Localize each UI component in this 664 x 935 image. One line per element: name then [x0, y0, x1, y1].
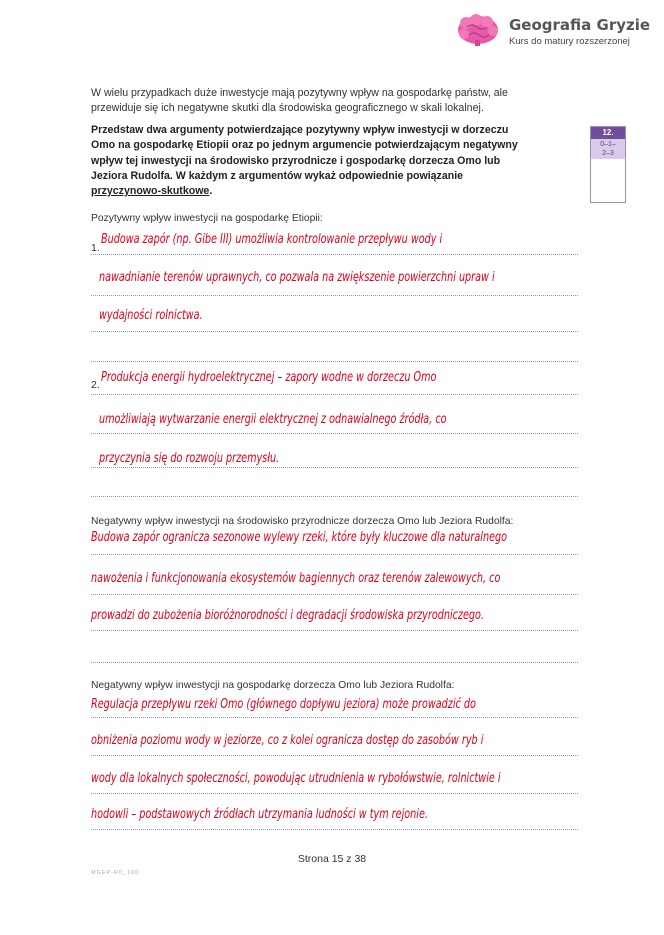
- answer-rule: [91, 554, 578, 555]
- task-line: wpływ tej inwestycji na środowisko przyrodnicze i gospodarkę dorzecza Omo lub: [91, 154, 501, 167]
- answer-line: nawadnianie terenów uprawnych, co pozwala na zwiększenie powierzchni upraw i: [99, 270, 495, 285]
- answer-rule: [91, 829, 578, 830]
- points-scale: [591, 139, 625, 159]
- points-line: 2–3: [602, 150, 614, 157]
- answer-rule: [91, 361, 578, 362]
- answer-rule: [91, 394, 578, 395]
- answer-rule: [91, 717, 578, 718]
- env-negative-section-label: Negatywny wpływ inwestycji na środowisko przyrodnicze dorzecza Omo lub Jeziora Rudolfa:: [91, 516, 514, 527]
- answer-line: Budowa zapór (np. Gibe III) umożliwia kontrolowanie przepływu wody i: [101, 232, 443, 247]
- answer-rule: [91, 295, 578, 296]
- answer-line: przyczynia się do rozwoju przemysłu.: [99, 451, 280, 466]
- exam-code: MGEP-R0_100: [91, 870, 140, 876]
- task-instruction: [91, 123, 581, 199]
- brain-icon: [455, 13, 501, 47]
- task-line-end: .: [209, 185, 213, 198]
- answer-rule: [91, 594, 578, 595]
- answer-line: prowadzi do zubożenia bioróżnorodności i degradacji środowiska przyrodniczego.: [91, 608, 485, 623]
- score-box: [590, 126, 626, 203]
- logo-subtitle: Kurs do matury rozszerzonej: [509, 36, 630, 47]
- answer-line: wydajności rolnictwa.: [99, 308, 203, 323]
- task-line: Przedstaw dwa argumenty potwierdzające pozytywny wpływ inwestycji w dorzeczu: [91, 124, 509, 136]
- answer-line: obniżenia poziomu wody w jeziorze, co z kolei ogranicza dostęp do zasobów ryb i: [91, 733, 484, 748]
- answer-line: umożliwiają wytwarzanie energii elektrycznej z odnawialnego źródła, co: [99, 412, 447, 427]
- answer-rule: [91, 254, 578, 255]
- answer-line: hodowli – podstawowych źródłach utrzymania ludności w tym rejonie.: [91, 807, 428, 822]
- answer-rule: [91, 630, 578, 631]
- item-number: 2.: [91, 379, 100, 391]
- answer-rule: [91, 331, 578, 332]
- brand-logo: [455, 13, 655, 53]
- answer-rule: [91, 755, 578, 756]
- intro-line: przewiduje się ich negatywne skutki dla środowiska geograficznego w skali lokalnej.: [91, 102, 484, 114]
- points-line: 0–1–: [600, 141, 616, 148]
- task-line: Omo na gospodarkę Etiopii oraz po jednym argumencie potwierdzającym negatywny: [91, 139, 518, 152]
- intro-line: W wielu przypadkach duże inwestycje mają pozytywny wpływ na gospodarkę państw, ale: [91, 87, 508, 99]
- answer-line: Budowa zapór ogranicza sezonowe wylewy rzeki, które były kluczowe dla naturalnego: [91, 530, 508, 545]
- intro-text: [91, 86, 571, 116]
- answer-line: nawożenia i funkcjonowania ekosystemów bagiennych oraz terenów zalewowych, co: [91, 571, 501, 586]
- item-number: 1.: [91, 242, 100, 254]
- answer-rule: [91, 433, 578, 434]
- task-line: [91, 184, 581, 199]
- positive-section-label: Pozytywny wpływ inwestycji na gospodarkę Etiopii:: [91, 213, 323, 224]
- page-number: Strona 15 z 38: [297, 853, 367, 865]
- econ-negative-section-label: Negatywny wpływ inwestycji na gospodarkę dorzecza Omo lub Jeziora Rudolfa:: [91, 680, 455, 691]
- task-underlined-phrase: przyczynowo-skutkowe: [91, 185, 210, 198]
- answer-line: Produkcja energii hydroelektrycznej – zapory wodne w dorzeczu Omo: [101, 370, 437, 385]
- answer-line: Regulacja przepływu rzeki Omo (głównego dopływu jeziora) może prowadzić do: [91, 697, 476, 712]
- answer-rule: [91, 467, 578, 468]
- answer-rule: [91, 793, 578, 794]
- answer-rule: [91, 496, 578, 497]
- task-number: 12.: [591, 127, 625, 139]
- answer-line: wody dla lokalnych społeczności, powodując utrudnienia w rybołówstwie, rolnictwie i: [91, 771, 501, 786]
- answer-rule: [91, 662, 578, 663]
- task-line: Jeziora Rudolfa. W każdym z argumentów wykaż odpowiednie powiązanie: [91, 169, 464, 182]
- logo-title: Geografia Gryzie: [509, 16, 651, 34]
